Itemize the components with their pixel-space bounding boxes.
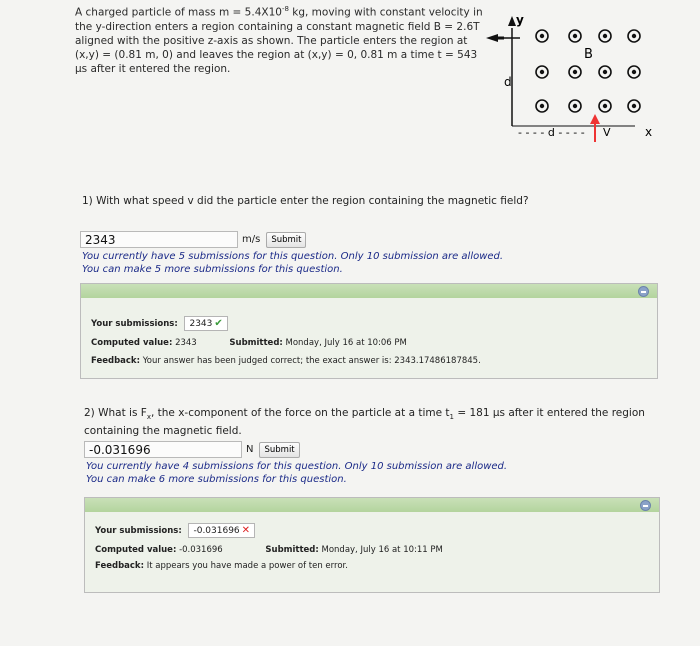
y-axis-label: y [516, 13, 524, 27]
q2-feedback-header [85, 498, 659, 512]
q1-feedback-value: Your answer has been judged correct; the exact answer is: 2343.17486187845. [142, 356, 481, 366]
speed-answer-input[interactable] [80, 231, 238, 248]
q1-submissions-line [91, 316, 228, 331]
q2-feedback-value: It appears you have made a power of ten error. [146, 561, 348, 571]
field-dot-center [603, 34, 607, 38]
velocity-label: V [603, 126, 611, 139]
q2-feedback-label: Feedback: [95, 561, 144, 571]
q2-submitted-label: Submitted: [265, 545, 319, 555]
problem-text-part1: A charged particle of mass m = 5.4X10 [75, 6, 282, 19]
field-dot-center [603, 104, 607, 108]
q2-collapse-icon[interactable] [640, 500, 651, 511]
mass-exponent: -8 [281, 5, 289, 13]
q1-collapse-icon[interactable] [638, 286, 649, 297]
q1-computed-line [91, 338, 407, 348]
question-2-answer-row [84, 441, 300, 458]
force-unit: N [246, 444, 254, 455]
q2-computed-value: -0.031696 [179, 545, 223, 555]
q1-computed-value: 2343 [175, 338, 197, 348]
field-dot-center [632, 34, 636, 38]
q1-submissions-label: Your submissions: [91, 319, 178, 329]
magnetic-field-diagram [480, 8, 695, 148]
cross-icon: ✕ [241, 525, 251, 536]
field-dot-center [603, 70, 607, 74]
q1-computed-label: Computed value: [91, 338, 173, 348]
q2-submission-note [86, 460, 507, 486]
q1-submission-note [82, 250, 503, 276]
field-dot-center [573, 70, 577, 74]
field-dot-center [540, 70, 544, 74]
q1-feedback-line [91, 356, 481, 366]
question-2-text: 2) What is $F_x$, the x-component of the force on the particle at a time $t_1 = 181$ μs after it entered the region containing the magnetic field. [84, 407, 645, 438]
q1-feedback-header [81, 284, 657, 298]
force-answer-input[interactable] [84, 441, 242, 458]
q2-feedback-box [84, 497, 660, 593]
q2-submit-button[interactable]: Submit [259, 442, 299, 458]
field-dot-center [540, 104, 544, 108]
d-vertical-label: d [504, 75, 512, 89]
field-dot-center [540, 34, 544, 38]
problem-text-part2: kg, moving with constant velocity in the y-direction enters a region containing a constant magnetic field B = 2.6T aligned with the positive z-axis as shown. The particle enters the region at (x,y) = (0.81 m, 0) and leaves the region at (x,y) = 0, 0.81 m a time t = 543 μs after it entered the region. [75, 6, 483, 75]
check-icon: ✔ [214, 318, 223, 329]
field-dot-center [573, 34, 577, 38]
q1-submitted-value: Monday, July 16 at 10:06 PM [285, 338, 407, 348]
b-field-label: B [584, 47, 593, 62]
velocity-arrow-head [590, 114, 600, 124]
q2-computed-label: Computed value: [95, 545, 177, 555]
q1-feedback-box [80, 283, 658, 379]
problem-statement [75, 2, 485, 76]
q2-computed-line [95, 545, 443, 555]
q1-submitted-label: Submitted: [229, 338, 283, 348]
question-1-answer-row [80, 231, 306, 248]
q2-note-line-1: You currently have 4 submissions for this question. Only 10 submission are allowed. [86, 461, 508, 472]
field-dot-center [632, 70, 636, 74]
q2-submission-value: -0.031696 ✕ [188, 523, 255, 538]
q1-feedback-label: Feedback: [91, 356, 140, 366]
field-dots [536, 30, 640, 112]
y-axis-arrow [508, 16, 516, 26]
q2-submitted-value: Monday, July 16 at 10:11 PM [321, 545, 443, 555]
field-dot-center [573, 104, 577, 108]
d-horizontal-label: - - - - d - - - - [518, 126, 585, 139]
q1-note-line-2: You can make 5 more submissions for this question. [82, 264, 343, 275]
speed-unit: m/s [242, 234, 261, 245]
q2-submissions-line [95, 523, 255, 538]
question-1-text: 1) With what speed v did the particle enter the region containing the magnetic field? [82, 195, 529, 207]
q2-submissions-label: Your submissions: [95, 526, 182, 536]
field-dot-center [632, 104, 636, 108]
x-axis-label: x [645, 125, 653, 139]
q2-note-line-2: You can make 6 more submissions for this question. [86, 474, 347, 485]
q1-note-line-1: You currently have 5 submissions for this question. Only 10 submission are allowed. [82, 251, 504, 262]
q2-feedback-line [95, 561, 348, 571]
q1-submission-value: 2343 ✔ [184, 316, 227, 331]
q1-submit-button[interactable]: Submit [266, 232, 306, 248]
